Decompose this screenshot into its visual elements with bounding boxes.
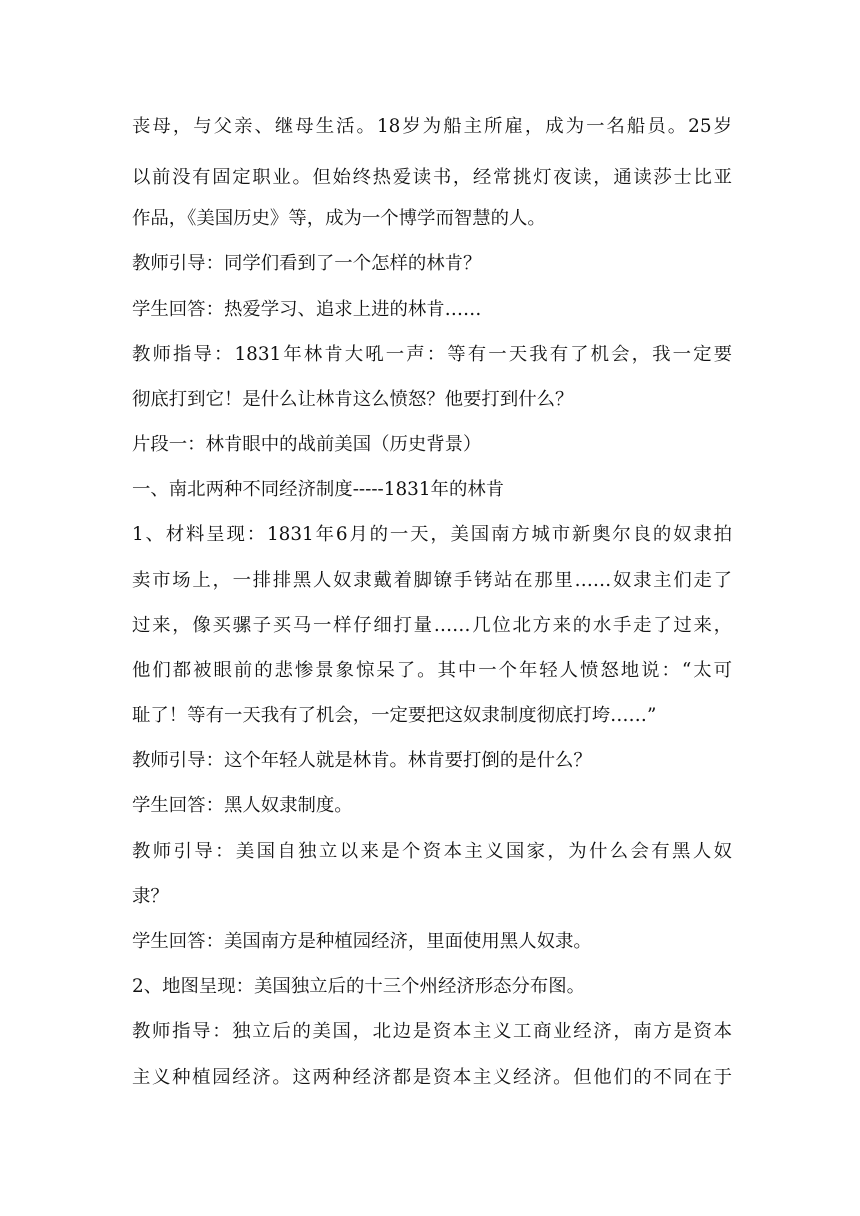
paragraph-line: 学生回答：热爱学习、追求上进的林肯…… bbox=[132, 299, 482, 320]
paragraph-line: 教师引导：美国自独立以来是个资本主义国家，为什么会有黑人奴 bbox=[132, 841, 732, 862]
paragraph-line: 1、材料呈现：1831年6月的一天，美国南方城市新奥尔良的奴隶拍 bbox=[132, 524, 732, 545]
paragraph-line: 彻底打到它！是什么让林肯这么愤怒？他要打到什么？ bbox=[132, 389, 574, 410]
paragraph-line: 教师引导：这个年轻人就是林肯。林肯要打倒的是什么？ bbox=[132, 750, 592, 771]
paragraph-line: 教师引导：同学们看到了一个怎样的林肯？ bbox=[132, 253, 482, 274]
paragraph-line: 2、地图呈现：美国独立后的十三个州经济形态分布图。 bbox=[132, 976, 586, 997]
paragraph-line: 他们都被眼前的悲惨景象惊呆了。其中一个年轻人愤怒地说：“太可 bbox=[132, 660, 732, 681]
section-heading: 片段一：林肯眼中的战前美国（历史背景） bbox=[132, 434, 482, 455]
paragraph-line: 隶？ bbox=[132, 886, 169, 907]
paragraph-line: 以前没有固定职业。但始终热爱读书，经常挑灯夜读，通读莎士比亚 bbox=[132, 167, 732, 188]
paragraph-line: 学生回答：黑人奴隶制度。 bbox=[132, 795, 353, 816]
paragraph-line: 作品，《美国历史》等，成为一个博学而智慧的人。 bbox=[132, 208, 546, 229]
paragraph-line: 过来，像买骡子买马一样仔细打量……几位北方来的水手走了过来， bbox=[132, 615, 732, 636]
paragraph-line: 耻了！等有一天我有了机会，一定要把这奴隶制度彻底打垮……” bbox=[132, 705, 657, 726]
paragraph-line: 主义种植园经济。这两种经济都是资本主义经济。但他们的不同在于 bbox=[132, 1067, 732, 1088]
paragraph-line: 教师指导：独立后的美国，北边是资本主义工商业经济，南方是资本 bbox=[132, 1021, 732, 1042]
paragraph-line: 卖市场上，一排排黑人奴隶戴着脚镣手铐站在那里……奴隶主们走了 bbox=[132, 570, 732, 591]
section-heading: 一、南北两种不同经济制度-----1831年的林肯 bbox=[132, 479, 505, 500]
paragraph-line: 教师指导：1831年林肯大吼一声：等有一天我有了机会，我一定要 bbox=[132, 344, 732, 365]
paragraph-line: 学生回答：美国南方是种植园经济，里面使用黑人奴隶。 bbox=[132, 931, 592, 952]
paragraph-line: 丧母，与父亲、继母生活。18岁为船主所雇，成为一名船员。25岁 bbox=[132, 116, 732, 137]
